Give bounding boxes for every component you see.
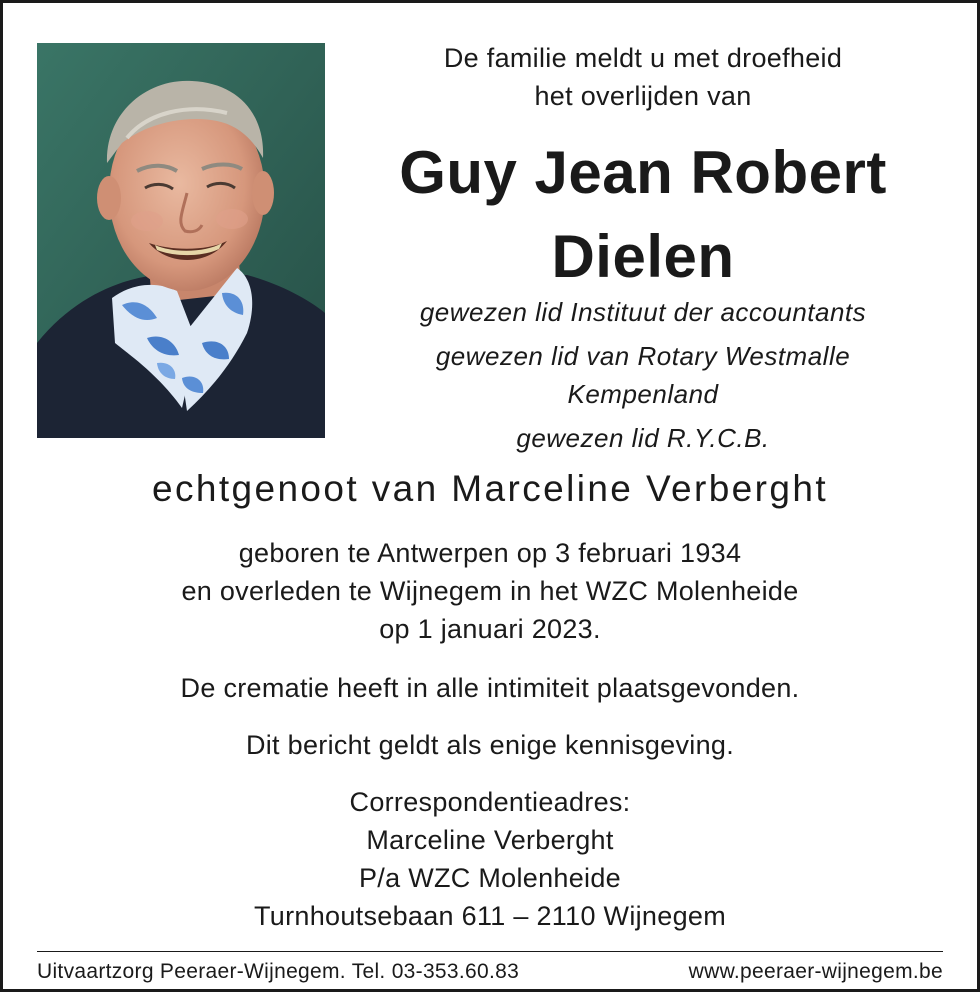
deceased-name-line-1: Guy Jean Robert	[399, 139, 887, 206]
death-line: en overleden te Wijnegem in het WZC Molenheide	[181, 576, 799, 606]
death-date-line: op 1 januari 2023.	[379, 614, 601, 644]
intro-line-1: De familie meldt u met droefheid	[443, 43, 843, 73]
intro-line-2: het overlijden van	[534, 81, 752, 111]
address-care-of: P/a WZC Molenheide	[358, 863, 621, 893]
birth-line: geboren te Antwerpen op 3 februari 1934	[238, 538, 742, 568]
role-item-continuation: Kempenland	[567, 379, 719, 409]
footer-divider	[37, 951, 943, 952]
life-dates	[3, 534, 977, 648]
funeral-home-website[interactable]: www.peeraer-wijnegem.be	[688, 960, 943, 983]
intro-text	[343, 39, 943, 115]
role-item: gewezen lid R.Y.C.B.	[516, 423, 770, 453]
address-heading: Correspondentieadres:	[349, 787, 631, 817]
spouse-line: echtgenoot van Marceline Verberght	[151, 468, 829, 509]
roles-list	[343, 293, 943, 457]
portrait-photo	[37, 43, 325, 438]
funeral-home-contact: Uitvaartzorg Peeraer-Wijnegem. Tel. 03-353.60.83	[37, 960, 520, 983]
notice-text: Dit bericht geldt als enige kennisgeving.	[245, 730, 735, 760]
address-name: Marceline Verberght	[366, 825, 614, 855]
cremation-text: De crematie heeft in alle intimiteit plaatsgevonden.	[180, 673, 800, 703]
role-item: gewezen lid van Rotary Westmalle	[435, 341, 851, 371]
role-item: gewezen lid Instituut der accountants	[419, 297, 867, 327]
deceased-name	[343, 131, 943, 299]
correspondence-address	[3, 783, 977, 935]
deceased-name-line-2: Dielen	[551, 223, 735, 290]
address-street: Turnhoutsebaan 611 – 2110 Wijnegem	[253, 901, 726, 931]
